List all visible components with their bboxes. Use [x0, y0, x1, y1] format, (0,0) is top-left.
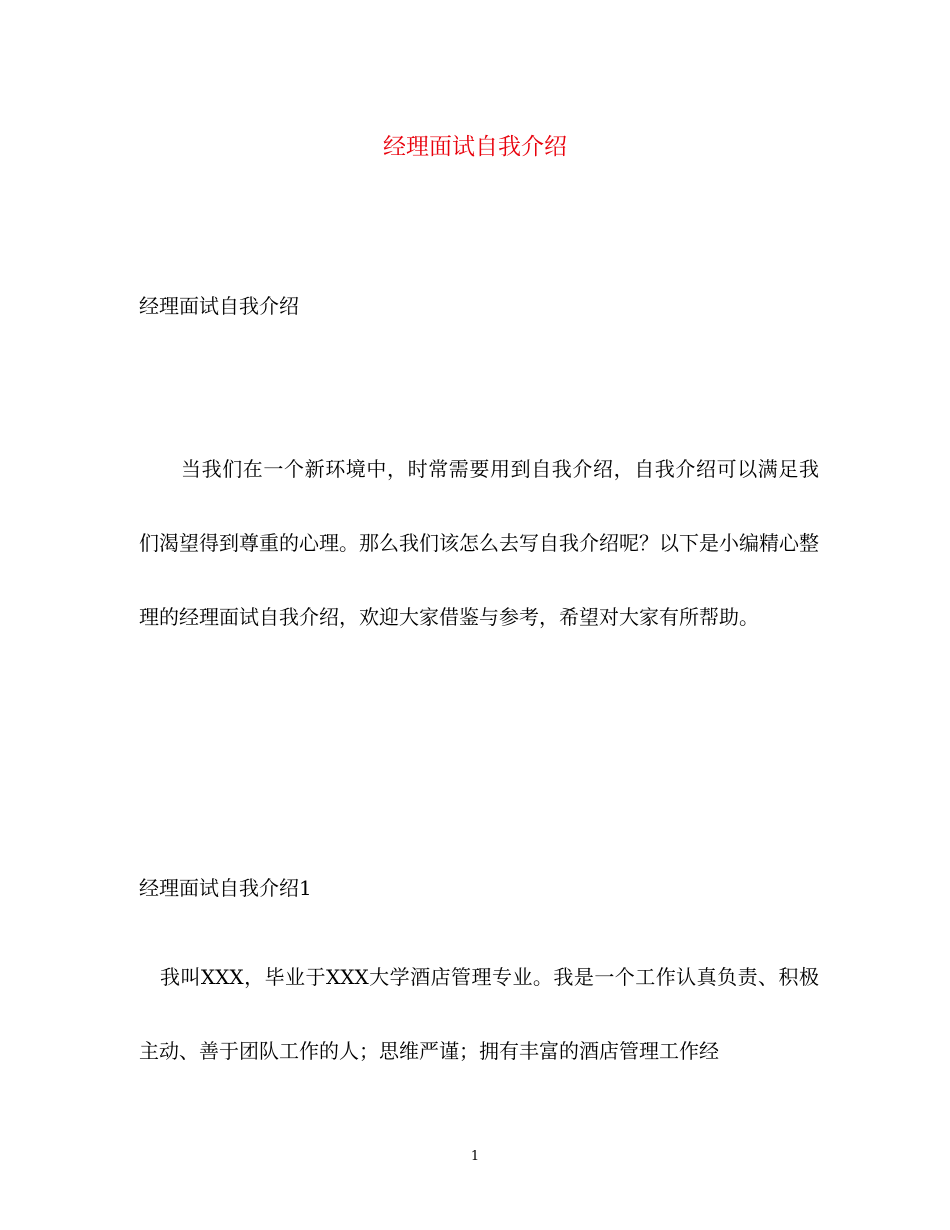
document-subtitle: 经理面试自我介绍 — [139, 294, 299, 318]
document-title: 经理面试自我介绍 — [383, 134, 567, 160]
intro-paragraph: 当我们在一个新环境中，时常需要用到自我介绍，自我介绍可以满足我们渴望得到尊重的心理。那么我们该怎么去写自我介绍呢？以下是小编精心整理的经理面试自我介绍，欢迎大家借鉴与参考，希望对大家有所帮助。 — [139, 457, 819, 629]
section-heading-1: 经理面试自我介绍1 — [139, 876, 312, 900]
page-number: 1 — [470, 1149, 480, 1164]
section-body-1: 我叫XXX，毕业于XXX大学酒店管理专业。我是一个工作认真负责、积极主动、善于团队工作的人；思维严谨；拥有丰富的酒店管理工作经 — [139, 965, 819, 1063]
